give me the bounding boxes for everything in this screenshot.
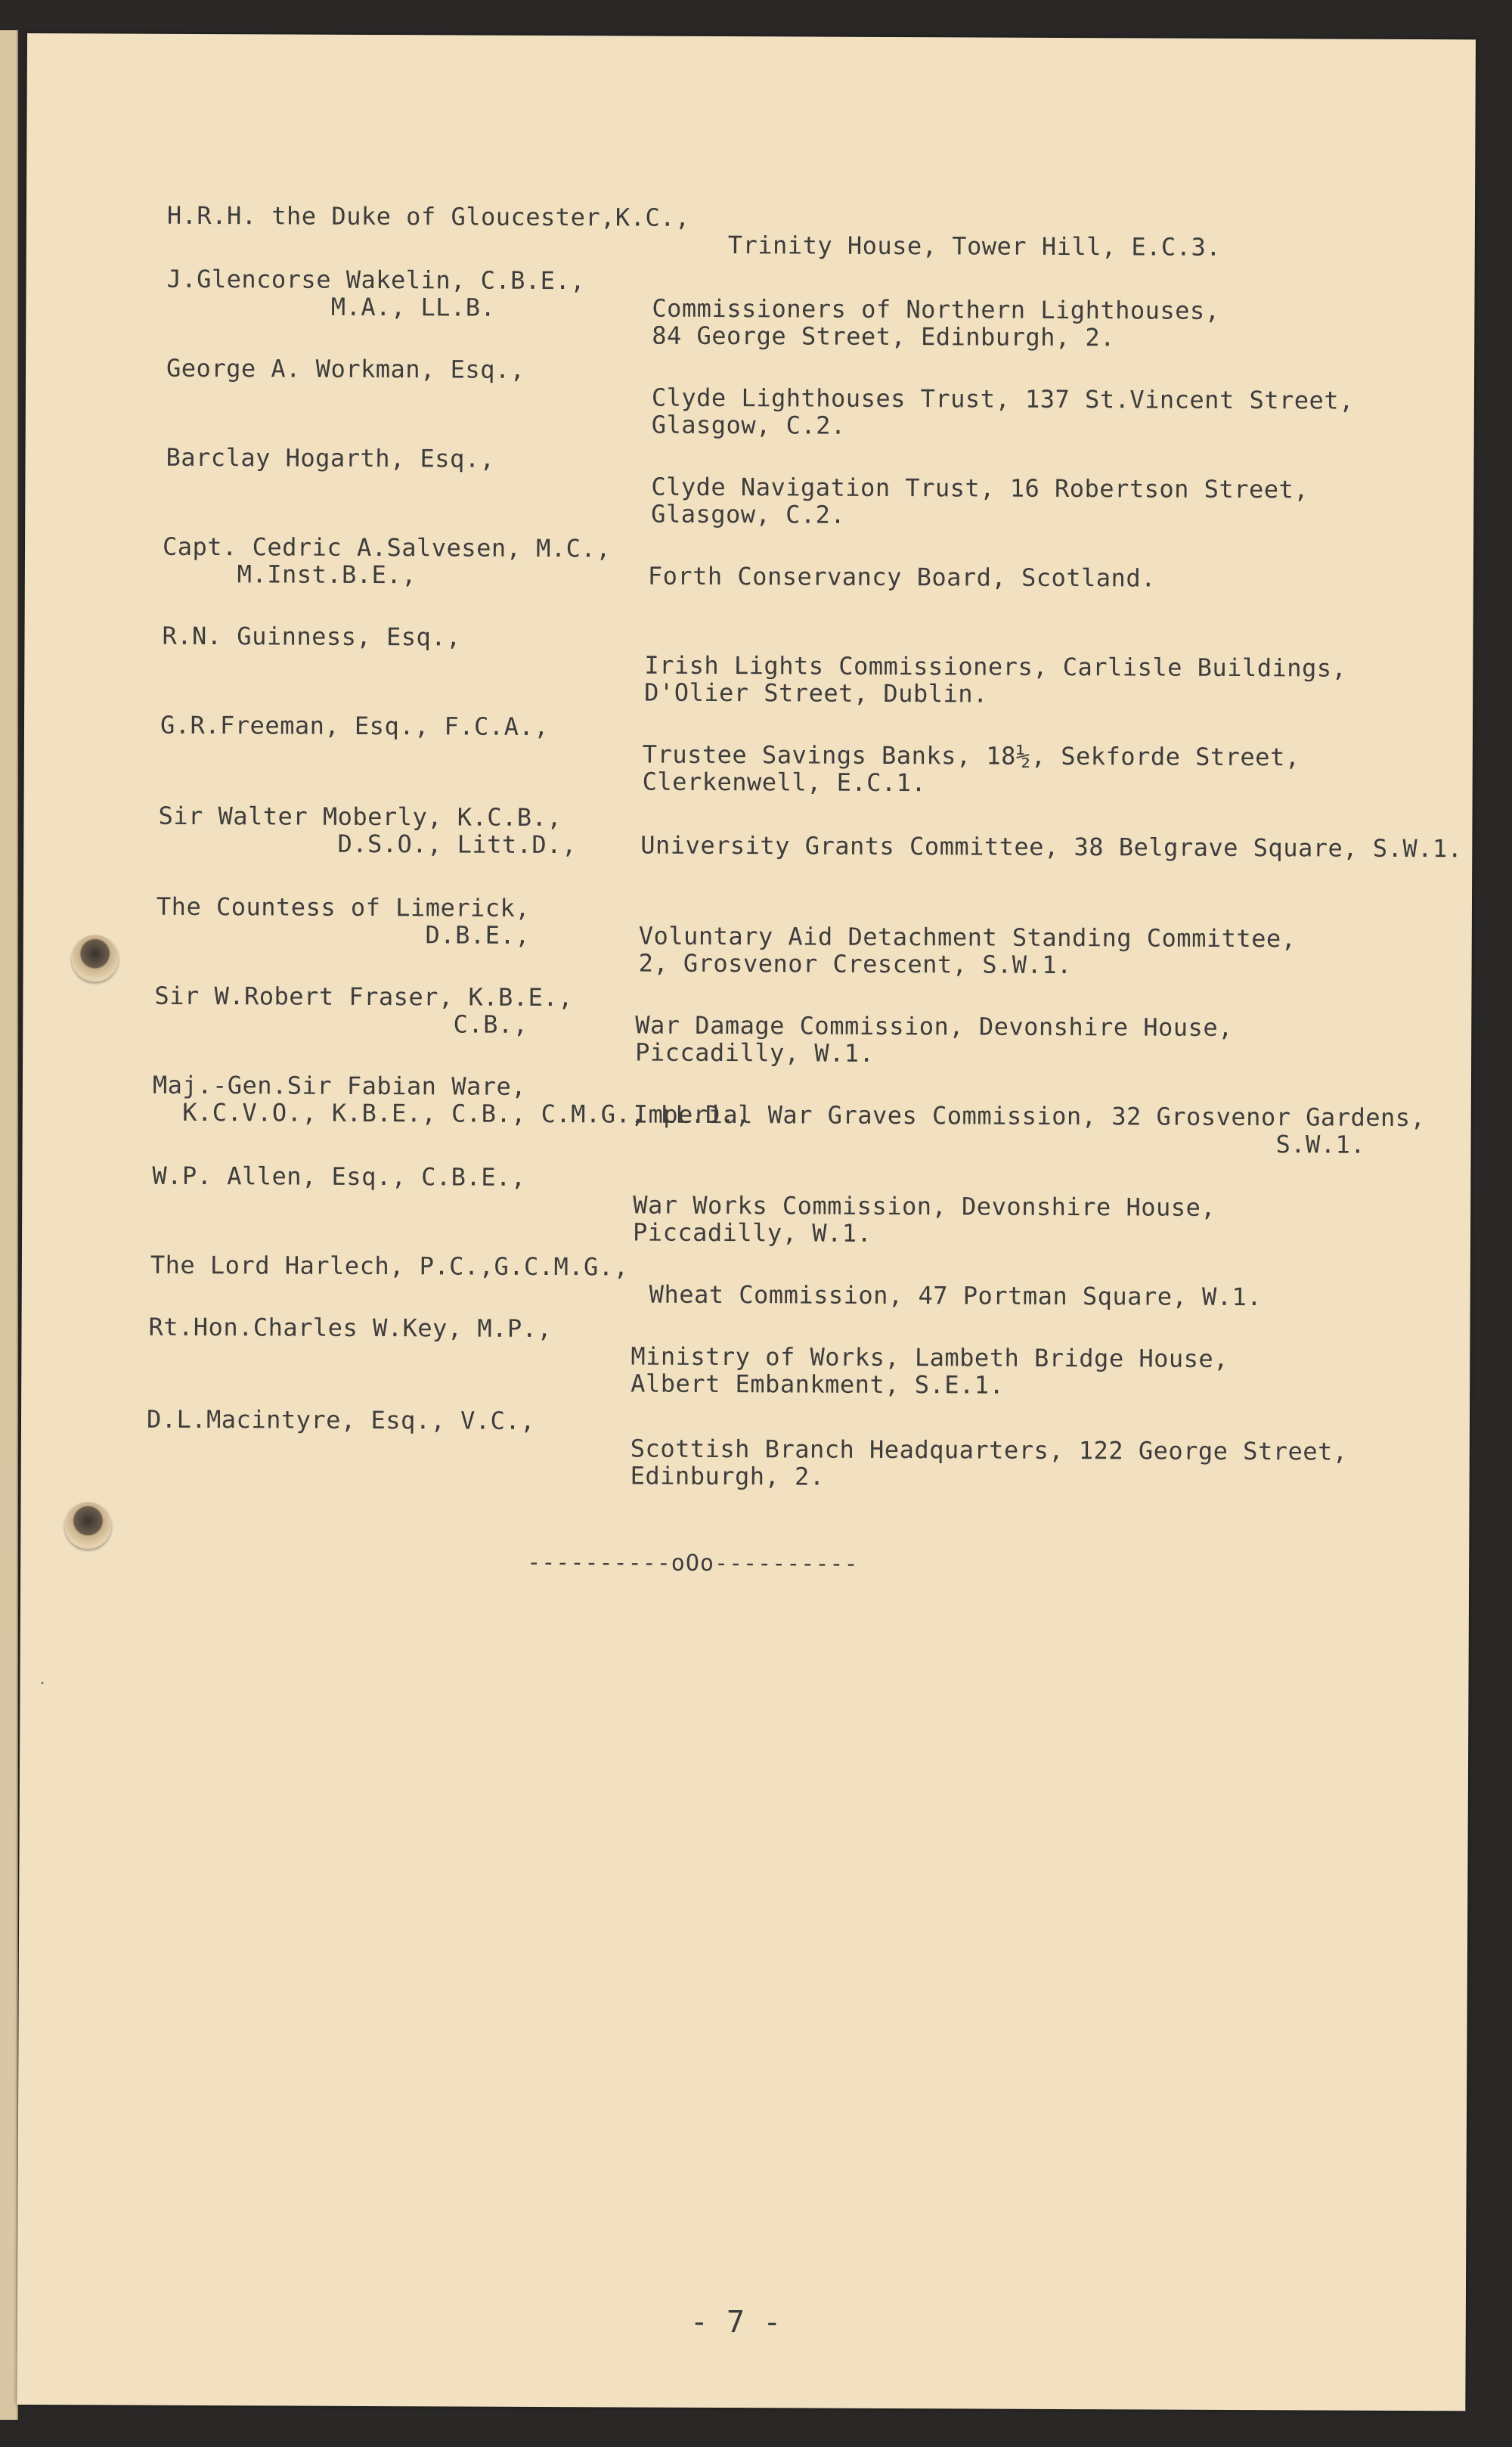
entry-name: Sir W.Robert Fraser, K.B.E., C.B., — [154, 981, 573, 1039]
entry-address: Trustee Savings Banks, 18½, Sekforde Street, Clerkenwell, E.C.1. — [642, 740, 1300, 798]
entry-name: George A. Workman, Esq., — [166, 353, 525, 384]
entry-address: Commissioners of Northern Lighthouses, 84 George Street, Edinburgh, 2. — [652, 293, 1220, 352]
entry-address: Scottish Branch Headquarters, 122 George Street, Edinburgh, 2. — [630, 1434, 1348, 1491]
entry-address: University Grants Committee, 38 Belgrave Square, S.W.1. — [640, 830, 1463, 864]
entry-address: Clyde Lighthouses Trust, 137 St.Vincent Street, Glasgow, C.2. — [651, 383, 1354, 440]
entry-name: Capt. Cedric A.Salvesen, M.C., M.Inst.B.E., — [162, 532, 612, 590]
entry-name: J.Glencorse Wakelin, C.B.E., M.A., LL.B. — [166, 264, 586, 322]
entry-address: Wheat Commission, 47 Portman Square, W.1. — [649, 1279, 1263, 1312]
entry-address: Trinity House, Tower Hill, E.C.3. — [727, 231, 1222, 262]
entry-address: Ministry of Works, Lambeth Bridge House, Albert Embankment, S.E.1. — [631, 1341, 1229, 1400]
entry-address: Clyde Navigation Trust, 16 Robertson Street, Glasgow, C.2. — [651, 472, 1309, 529]
paper-speck — [41, 1682, 43, 1684]
entry-name: W.P. Allen, Esq., C.B.E., — [152, 1161, 526, 1192]
entry-address: War Works Commission, Devonshire House, Piccadilly, W.1. — [633, 1190, 1216, 1248]
entry-name: H.R.H. the Duke of Gloucester,K.C., — [166, 200, 690, 232]
entry-address: War Damage Commission, Devonshire House, Piccadilly, W.1. — [635, 1010, 1233, 1068]
entry-address: Forth Conservancy Board, Scotland. — [647, 561, 1156, 593]
entry-name: Barclay Hogarth, Esq., — [166, 442, 495, 473]
entry-name: Maj.-Gen.Sir Fabian Ware, K.C.V.O., K.B.E., C.B., C.M.G., LL.D., — [152, 1070, 751, 1130]
entry-name: The Countess of Limerick, D.B.E., — [156, 892, 531, 950]
entry-name: Sir Walter Moberly, K.C.B., D.S.O., Litt.D., — [158, 801, 577, 860]
page-number: - 7 - — [689, 2304, 782, 2340]
entry-address: Imperial War Graves Commission, 32 Grosvenor Gardens, S.W.1. — [633, 1099, 1426, 1159]
entry-address: Irish Lights Commissioners, Carlisle Buildings, D'Olier Street, Dublin. — [644, 650, 1347, 709]
entry-name: The Lord Harlech, P.C.,G.C.M.G., — [150, 1250, 629, 1282]
document-page — [17, 33, 1476, 2411]
entry-name: Rt.Hon.Charles W.Key, M.P., — [148, 1312, 553, 1344]
entry-name: D.L.Macintyre, Esq., V.C., — [146, 1404, 535, 1435]
punch-hole-lower — [64, 1502, 111, 1549]
entry-name: G.R.Freeman, Esq., F.C.A., — [160, 710, 549, 742]
adjacent-page-edge — [0, 30, 18, 2420]
entry-name: R.N. Guinness, Esq., — [162, 621, 461, 652]
entry-address: Voluntary Aid Detachment Standing Committee, 2, Grosvenor Crescent, S.W.1. — [638, 921, 1297, 980]
section-divider: ----------oOo---------- — [527, 1549, 859, 1577]
